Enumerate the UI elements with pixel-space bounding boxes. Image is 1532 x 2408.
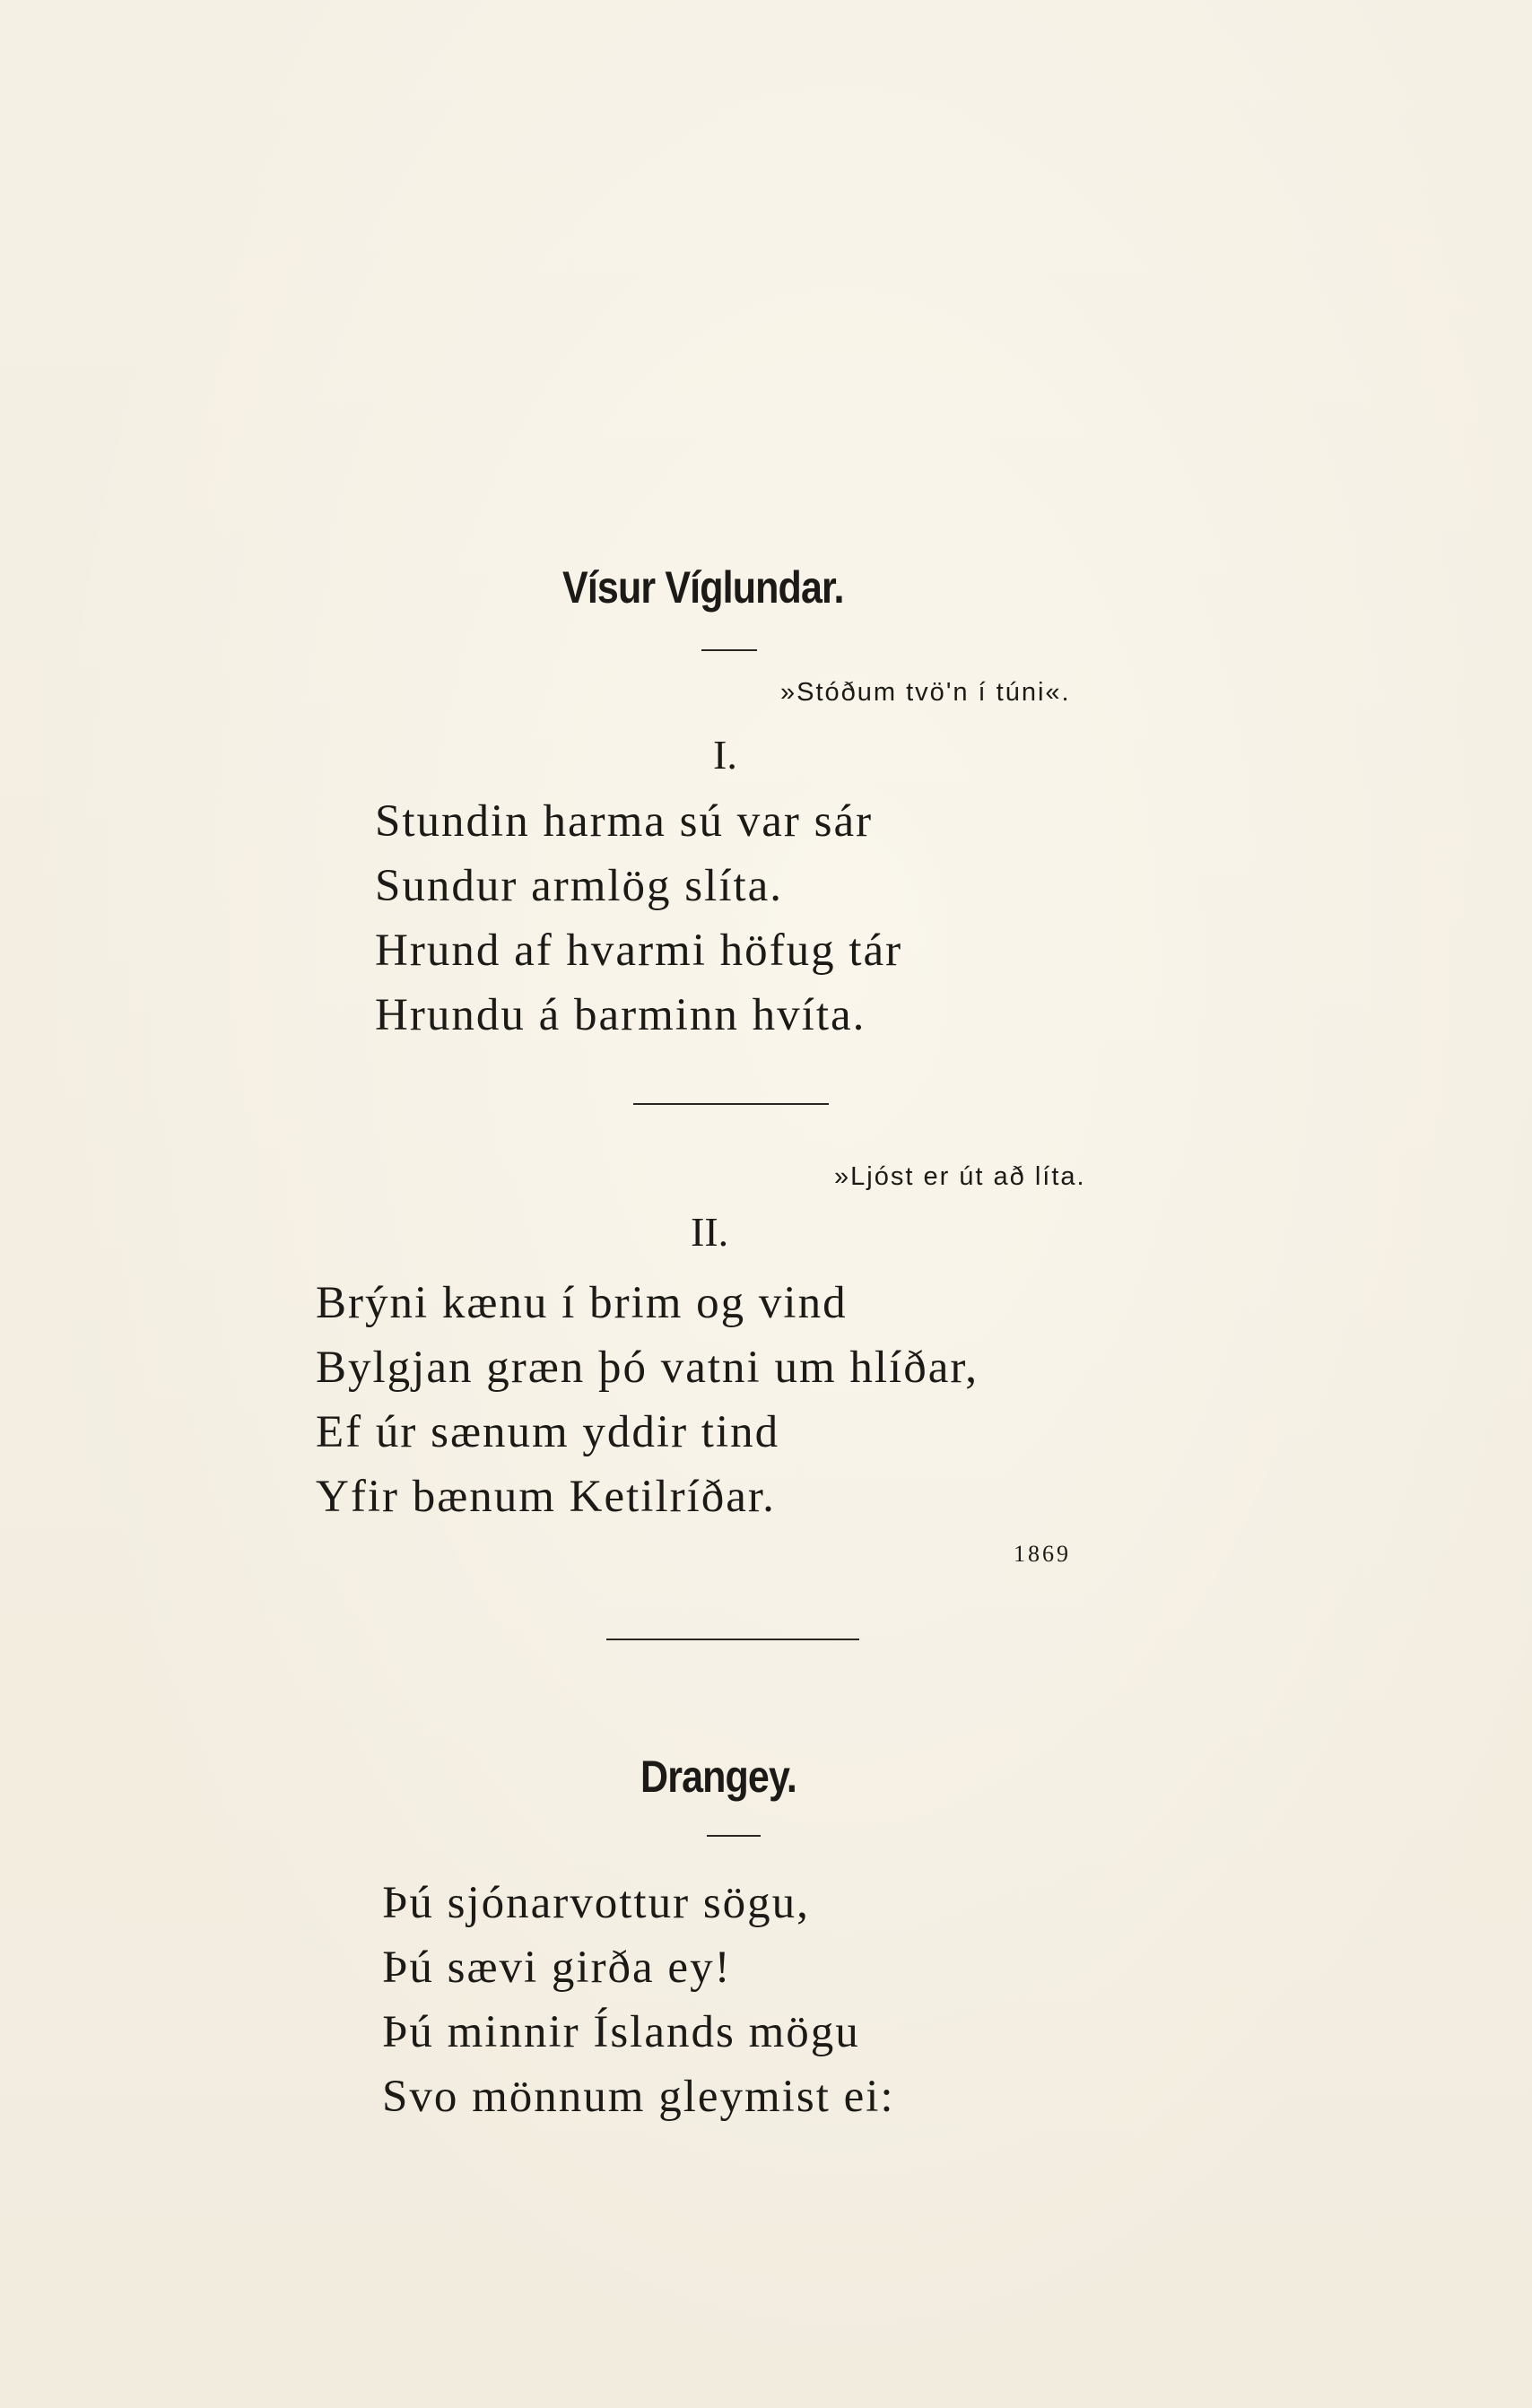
stanza	[382, 1871, 895, 2129]
verse-line: Svo mönnum gleymist ei:	[382, 2072, 895, 2122]
stanza	[316, 1271, 979, 1529]
verse-line: Bylgjan græn þó vatni um hlíðar,	[316, 1343, 979, 1393]
title-rule	[701, 649, 757, 651]
verse-line: Þú sævi girða ey!	[382, 1943, 732, 1993]
section-motto: »Ljóst er út að líta.	[834, 1162, 1086, 1191]
stanza	[375, 789, 902, 1048]
verse-line: Þú minnir Íslands mögu	[382, 2007, 860, 2057]
verse-line: Stundin harma sú var sár	[375, 796, 874, 847]
verse-line: Hrund af hvarmi höfug tár	[375, 926, 903, 976]
verse-line: Sundur armlög slíta.	[375, 861, 784, 911]
section-numeral: II.	[691, 1209, 729, 1255]
section-motto: »Stóðum tvö'n í túni«.	[780, 678, 1071, 707]
section-divider	[633, 1103, 829, 1105]
section-numeral: I.	[713, 732, 737, 778]
poem-title: Vísur Víglundar.	[562, 562, 844, 613]
verse-line: Ef úr sænum yddir tind	[316, 1407, 780, 1457]
poem-year: 1869	[1014, 1541, 1071, 1567]
verse-line: Yfir bænum Ketilríðar.	[316, 1472, 776, 1522]
poem-title: Drangey.	[640, 1752, 796, 1802]
poem-divider	[606, 1639, 859, 1640]
verse-line: Þú sjónarvottur sögu,	[382, 1878, 810, 1928]
verse-line: Hrundu á barminn hvíta.	[375, 990, 866, 1040]
title-rule	[707, 1835, 761, 1837]
verse-line: Brýni kænu í brim og vind	[316, 1278, 848, 1328]
